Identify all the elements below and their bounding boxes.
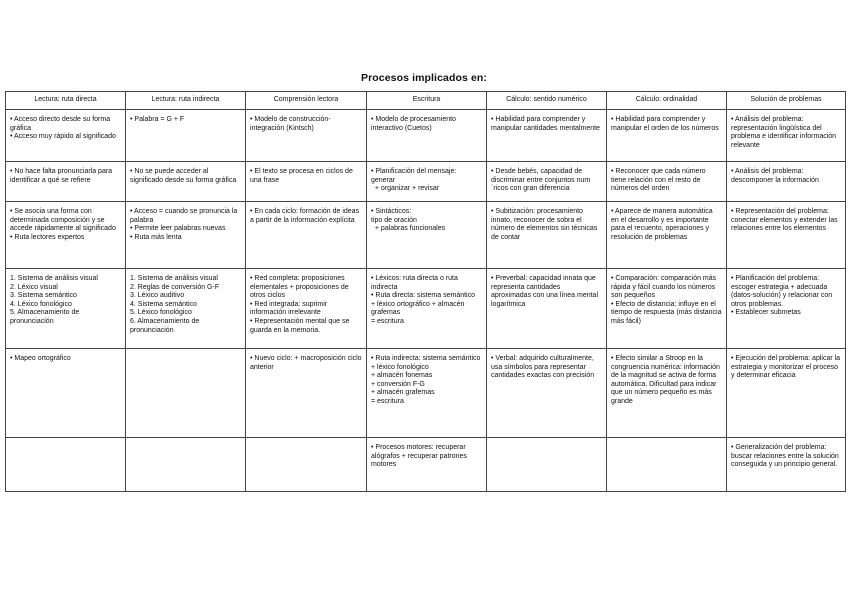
table-cell <box>607 162 727 202</box>
table-cell <box>607 438 727 492</box>
cell-text-line: • No se puede acceder al significado desde su forma gráfica <box>130 168 237 184</box>
cell-text-line: • Palabra = G + F <box>130 116 185 123</box>
table-cell <box>6 162 126 202</box>
cell-text-line: • Red completa: proposiciones elementales + proposiciones de otros ciclos <box>250 275 351 300</box>
column-header: Lectura: ruta directa <box>6 92 126 110</box>
header-row <box>6 92 846 110</box>
cell-text-line: • Representación del problema: conectar elementos y extender las relaciones entre los elementos <box>731 208 840 233</box>
cell-text-line: 4. Sistema semántico <box>130 300 197 308</box>
cell-text-line: • Ruta lectores expertos <box>10 233 85 241</box>
table-cell <box>367 269 487 349</box>
processes-table <box>5 91 846 492</box>
cell-text-line: • Efecto similar a Stroop en la congruencia numérica: información de la magnitud se activa de forma automática. Dificultad para indicar que un número pequeño es más grande <box>611 355 722 405</box>
cell-text-line: • Red integrada: suprimir información irrelevante <box>250 300 330 317</box>
table-cell <box>727 202 846 269</box>
cell-text-line: 2. Léxico visual <box>10 283 58 291</box>
cell-text-line: • El texto se procesa en ciclos de una frase <box>250 168 355 184</box>
cell-text-line: • Habilidad para comprender y manipular el orden de los números <box>611 116 719 132</box>
cell-text-line: • Procesos motores: recuperar alógrafos + recuperar patrones motores <box>371 444 469 469</box>
table-cell <box>607 110 727 162</box>
cell-text-line: • Reconocer que cada número tiene relación con el resto de números del orden <box>611 168 708 193</box>
table-cell <box>607 349 727 438</box>
cell-text-line: • Generalización del problema: buscar relaciones entre la solución conseguida y un principio general. <box>731 444 841 469</box>
document-title: Procesos implicados en: <box>360 72 487 84</box>
table-cell <box>246 438 367 492</box>
cell-text-line: = escritura <box>371 317 404 325</box>
table-cell <box>6 269 126 349</box>
cell-text-line: • Establecer submetas <box>731 309 801 317</box>
cell-text-line: • Habilidad para comprender y manipular cantidades mentalmente <box>491 116 600 132</box>
table-row <box>6 438 846 492</box>
table-cell <box>126 162 246 202</box>
cell-text-line: • Representación mental que se guarda en la memoria. <box>250 317 352 334</box>
cell-text-line: • No hace falta pronunciarla para identificar a qué se refiere <box>10 168 115 184</box>
cell-text-line: • Análisis del problema: representación lingüística del problema e identificar información relevante <box>731 116 839 149</box>
table-cell <box>487 110 607 162</box>
column-header: Solución de problemas <box>727 92 846 110</box>
cell-text-line: • Se asocia una forma con determinada composición y se accede rápidamente al significado <box>10 208 116 233</box>
cell-text-line: 1. Sistema de análisis visual <box>130 275 218 282</box>
cell-text-line: • Acceso directo desde su forma gráfica <box>10 116 113 132</box>
cell-text-line: • Ruta indirecta: sistema semántico <box>371 355 481 362</box>
table-cell <box>727 162 846 202</box>
table-cell <box>246 162 367 202</box>
cell-text-line: • Planificación del mensaje: generar <box>371 168 459 184</box>
table-cell <box>367 110 487 162</box>
table-cell <box>6 438 126 492</box>
column-header: Cálculo: ordinalidad <box>607 92 727 110</box>
table-cell <box>246 110 367 162</box>
table-cell <box>607 202 727 269</box>
table-cell <box>727 110 846 162</box>
table-cell <box>246 202 367 269</box>
table-row <box>6 349 846 438</box>
table-cell <box>487 162 607 202</box>
table-cell <box>727 438 846 492</box>
table-row <box>6 162 846 202</box>
cell-text-line: • En cada ciclo: formación de ideas a partir de la información explícita <box>250 208 362 224</box>
table-row <box>6 110 846 162</box>
table-cell <box>6 202 126 269</box>
cell-text-line: 3. Sistema semántico <box>10 292 77 300</box>
cell-text-line: = escritura <box>371 397 404 405</box>
table-cell <box>6 349 126 438</box>
cell-text-line: tipo de oración <box>371 216 417 224</box>
cell-text-line: • Modelo de procesamiento interactivo (Cuetos) <box>371 116 458 132</box>
cell-text-line: 6. Almacenamiento de pronunciación <box>130 317 202 334</box>
cell-text-line: 5. Léxico fonológico <box>130 309 192 317</box>
cell-text-line: 1. Sistema de análisis visual <box>10 275 98 282</box>
cell-text-line: 5. Almacenamiento de pronunciación <box>10 309 82 325</box>
table-cell <box>367 438 487 492</box>
table-cell <box>367 202 487 269</box>
table-cell <box>367 349 487 438</box>
cell-text-line: • Nuevo ciclo: + macroposición ciclo anterior <box>250 355 364 371</box>
cell-text-line: • Acceso muy rápido al significado <box>10 133 116 141</box>
table-cell <box>487 349 607 438</box>
cell-text-line: • Sintácticos: <box>371 208 412 215</box>
cell-text-line: • Ruta directa: sistema semántico <box>371 292 475 300</box>
cell-text-line: • Efecto de distancia: influye en el tiempo de respuesta (más distancia más fácil) <box>611 300 724 325</box>
cell-text-line: + conversión F-G <box>371 380 425 388</box>
cell-text-line: • Subitización: procesamiento innato, reconocer de sobra el número de elementos sin técnicas de contar <box>491 208 600 241</box>
table-cell <box>727 269 846 349</box>
cell-text-line: • Modelo de construcción-integración (Kintsch) <box>250 116 331 132</box>
table-cell <box>246 269 367 349</box>
cell-text-line: • Ejecución del problema: aplicar la estrategia y monitorizar el proceso y determinar eficacia <box>731 355 843 380</box>
cell-text-line: • Mapeo ortográfico <box>10 355 71 362</box>
table-cell <box>246 349 367 438</box>
table-row <box>6 269 846 349</box>
cell-text-line: • Permite leer palabras nuevas <box>130 225 226 233</box>
cell-text-line: • Verbal: adquirido culturalmente, usa símbolos para representar cantidades exactas con precisión <box>491 355 596 380</box>
cell-text-line: 3. Léxico auditivo <box>130 292 185 300</box>
cell-text-line: + palabras funcionales <box>371 225 446 233</box>
table-row <box>6 202 846 269</box>
table-cell <box>367 162 487 202</box>
table-cell <box>126 269 246 349</box>
cell-text-line: 4. Léxico fonológico <box>10 300 72 308</box>
cell-text-line: • Aparece de manera automática en el desarrollo y es importante para el recuento, operaciones y resolución de problemas <box>611 208 715 241</box>
table-cell <box>607 269 727 349</box>
table-cell <box>126 202 246 269</box>
column-header: Cálculo: sentido numérico <box>487 92 607 110</box>
cell-text-line: + almacén grafemas <box>371 389 435 397</box>
table-cell <box>126 110 246 162</box>
cell-text-line: • Desde bebés, capacidad de discriminar entre conjuntos num´ricos con gran diferencia <box>491 168 591 193</box>
cell-text-line: + léxico fonológico <box>371 363 429 371</box>
cell-text-line: • Ruta más lenta <box>130 233 182 241</box>
cell-text-line: + organizar + revisar <box>371 185 440 193</box>
table-cell <box>727 349 846 438</box>
cell-text-line: • Análisis del problema: descomponer la información <box>731 168 819 184</box>
cell-text-line: • Acceso = cuando se pronuncia la palabra <box>130 208 240 224</box>
cell-text-line: • Planificación del problema: escoger estrategia + adecuada (datos-solución) y relacionar con otros problemas. <box>731 275 835 308</box>
table-cell <box>126 438 246 492</box>
table-cell <box>487 438 607 492</box>
cell-text-line: + léxico ortográfico + almacén grafemas <box>371 300 467 317</box>
table-cell <box>487 269 607 349</box>
column-header: Escritura <box>367 92 487 110</box>
cell-text-line: • Léxicos: ruta directa o ruta indirecta <box>371 275 460 291</box>
column-header: Comprensión lectora <box>246 92 367 110</box>
table-cell <box>126 349 246 438</box>
cell-text-line: + almacén fonemas <box>371 372 433 380</box>
table-cell <box>6 110 126 162</box>
table-cell <box>487 202 607 269</box>
cell-text-line: • Comparación: comparación más rápida y fácil cuando los números son pequeños <box>611 275 719 300</box>
column-header: Lectura: ruta indirecta <box>126 92 246 110</box>
cell-text-line: • Preverbal: capacidad innata que representa cantidades aproximadas con una línea mental logarítmica <box>491 275 600 308</box>
cell-text-line: 2. Reglas de conversión G-F <box>130 283 220 291</box>
